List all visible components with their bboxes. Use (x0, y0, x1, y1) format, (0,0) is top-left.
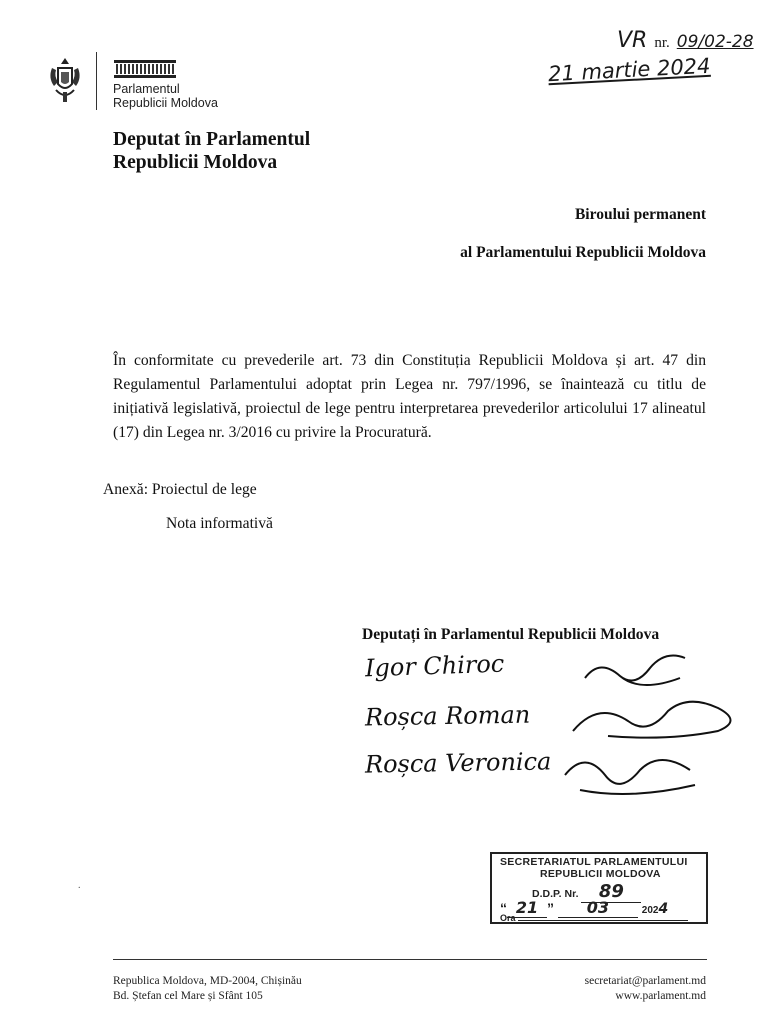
sender-line2: Republicii Moldova (113, 152, 278, 173)
body-text: În conformitate cu prevederile art. 73 din Constituția Republicii Moldova și art. 47 din Regulamentul Parlamentului adoptat prin Legea nr. 797/1996, se înaintează cu titlu de inițiativă legislativă, proiectul de lege pentru interpretarea prevederilor articolului 17 alineatul (17) din Legea nr. 3/2016 cu privire la Procuratură. (113, 352, 706, 441)
stamp-dop-label: D.D.P. Nr. (532, 888, 579, 900)
coat-of-arms-icon (46, 56, 84, 104)
stamp-dop-number: 89 (581, 881, 641, 903)
signature-3: Roșca Veronica (364, 747, 552, 779)
signature-scribble-1 (580, 648, 690, 698)
registration-label: nr. (654, 35, 670, 51)
signature-scribble-3 (560, 745, 700, 805)
parliament-building-icon (113, 59, 177, 79)
registration-value: 09/02-28 (676, 32, 754, 52)
stamp-line1: SECRETARIATUL PARLAMENTULUI (500, 856, 688, 868)
institution-line1: Parlamentul (113, 82, 180, 96)
annex-item: Nota informativă (166, 515, 273, 532)
footer-website[interactable]: www.parlament.md (615, 990, 706, 1002)
sender-title (113, 128, 310, 174)
stamp-line2: REPUBLICII MOLDOVA (540, 868, 661, 880)
margin-mark: . (78, 880, 81, 891)
header-divider (96, 52, 97, 110)
registration-date: 21 martie 2024 (547, 53, 711, 87)
stamp-ora (500, 913, 688, 923)
signature-1: Igor Chiroc (364, 649, 505, 683)
addressee-line1: Biroului permanent (574, 206, 706, 223)
footer-divider (113, 959, 707, 960)
footer-contact (585, 974, 706, 1004)
stamp-date: “ 21 ” 03 2024 (500, 898, 669, 917)
signature-2: Roșca Roman (364, 700, 531, 732)
annex-label: Anexă: Proiectul de lege (103, 481, 257, 498)
stamp-ora-label: Ora (500, 913, 516, 923)
institution-line2: Republicii Moldova (113, 96, 218, 110)
stamp-year-suffix: 4 (658, 901, 669, 917)
footer-address (113, 974, 302, 1004)
registration-number (617, 28, 754, 53)
body-paragraph (113, 349, 706, 445)
sender-line1: Deputat în Parlamentul (113, 129, 311, 150)
stamp-day: 21 (507, 898, 547, 918)
stamp-year-prefix: 202 (641, 905, 659, 916)
signature-scribble-2 (568, 696, 743, 746)
footer-email[interactable]: secretariat@parlament.md (584, 975, 706, 987)
footer-address-line2: Bd. Ștefan cel Mare și Sfânt 105 (113, 990, 263, 1002)
stamp-month: 03 (558, 898, 638, 918)
signatures-heading: Deputați în Parlamentul Republicii Moldova (362, 626, 660, 643)
footer-address-line1: Republica Moldova, MD-2004, Chișinău (113, 975, 302, 987)
addressee-line2: al Parlamentului Republicii Moldova (460, 244, 706, 261)
institution-name (113, 82, 218, 110)
registration-prefix: VR (617, 28, 648, 53)
registration-stamp (490, 852, 708, 924)
